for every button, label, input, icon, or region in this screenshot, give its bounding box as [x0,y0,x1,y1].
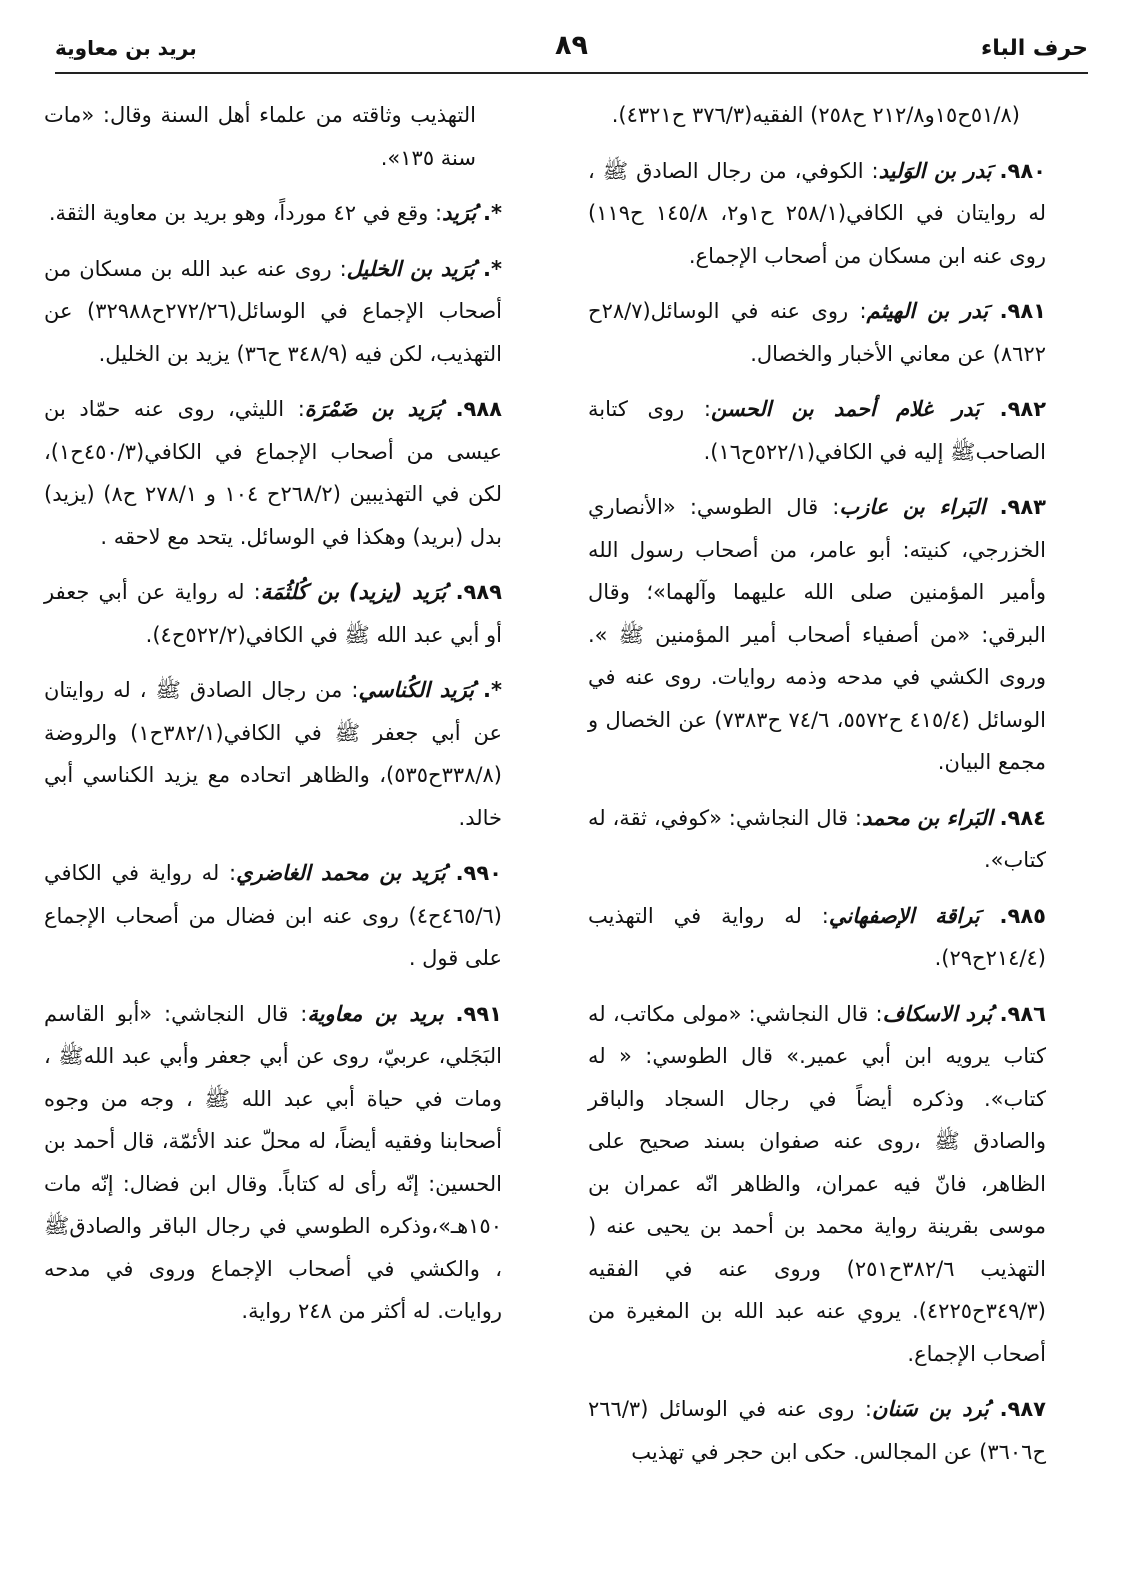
entry-name: بُرَيد بن ضَمْرَة [304,397,442,421]
entry [44,993,502,1333]
entry-body: : الليثي، روى عنه حمّاد بن عيسى من أصحاب الإجماع في الكافي(٤٥٠/٣ح١)، لكن في التهذيبين (٢٦٨/٢ح ١٠٤ و ٢٧٨/١ ح٨) (يزيد) بدل (بريد) وهكذا في الوسائل. يتحد مع لاحقه . [44,397,502,549]
entry-name: بُرَيد بن محمد الغاضري [236,861,446,885]
entry [44,669,502,839]
header-rule [55,72,1088,74]
page-header [55,30,1088,70]
entry-number: ٩٨٩. [455,580,502,604]
entry [588,290,1046,375]
entry-body: : روى كتابة الصاحبﷺ إليه في الكافي(٥٢٢/١ح١٦). [588,397,1046,464]
entry-number: ٩٨٢. [999,397,1047,421]
entry-body: : روى عنه عبد الله بن مسكان من أصحاب الإجماع في الوسائل(٢٧٢/٢٦ح٣٢٩٨٨) عن التهذيب، لكن فيه (٣٤٨/٩ ح٣٦) يزيد بن الخليل. [44,256,502,366]
entry-name: بَدر بن الهيثم [866,299,989,323]
entry-body: : له رواية في الكافي (٤٦٥/٦ح٤) روى عنه ابن فضال من أصحاب الإجماع على قول . [44,861,502,970]
entry-name: بُرَيد بن الخليل [346,256,476,281]
entry [44,192,502,235]
entry [44,94,476,179]
entry-name: بريد بن معاوية [307,1001,444,1026]
left-column [44,94,502,1346]
entry [44,852,502,980]
page-number: ٨٩ [555,30,588,61]
entry-number: *. [483,678,502,702]
entry-name: بُرَيد (يزيد) بن كُلثُمَة [260,580,447,604]
entry [44,248,502,376]
entry [588,150,1046,278]
entry-number: ٩٨٠. [999,158,1046,183]
entry-body: : له رواية عن أبي جعفر أو أبي عبد الله ﷺ في الكافي(٥٢٢/٢ح٤). [44,580,502,647]
entry-number: *. [483,256,502,281]
entry [44,571,502,656]
entry [588,388,1046,473]
right-column [588,94,1046,1486]
entry-body: : الكوفي، من رجال الصادق ﷺ ، له روايتان في الكافي(٢٥٨/١ ح١و٢، ١٤٥/٨ ح١١٩) روى عنه ابن مسكان من أصحاب الإجماع. [588,158,1047,268]
entry [588,94,1020,137]
entry-number: ٩٨٤. [999,805,1046,830]
entry-body: : وقع في ٤٢ مورداً، وهو بريد بن معاوية الثقة. [48,201,443,225]
entry-name: بُرد الاسكاف [882,1001,993,1026]
entry-number: ٩٩١. [455,1001,502,1026]
entry-body: (٥١/٨ح١٥و٢١٢/٨ ح٢٥٨) الفقيه(٣٧٦/٣ ح٤٣٢١). [611,103,1020,127]
entry-body: : قال النجاشي: «أبو القاسم البَجَلي، عربيّ، روى عن أبي جعفر وأبي عبد اللهﷺ ، ومات في حياة أبي عبد الله ﷺ ، وجه من وجوه أصحابنا وفقيه أيضاً، له محلّ عند الأئمّة، قال أحمد بن الحسين: إنّه رأى له كتاباً. وقال ابن فضال: إنّه مات ١٥٠هـ»،وذكره الطوسي في رجال الباقر والصادقﷺ ، والكشي في أصحاب الإجماع وروى في مدحه روايات. له أكثر من ٢٤٨ رواية. [44,1001,502,1323]
section-title: حرف الباء [980,36,1088,61]
entry-body: : له رواية في التهذيب (٢١٤/٤ح٢٩). [588,903,1046,970]
entry-name: البَراء بن عازب [839,495,986,519]
entry [44,388,502,558]
entry-number: ٩٨٣. [999,495,1046,519]
entry-name: بَراقة الإصفهاني [828,903,980,928]
entry [588,1388,1046,1473]
entry-body: : روى عنه في الوسائل(٢٨/٧ح ٨٦٢٢) عن معاني الأخبار والخصال. [588,299,1046,366]
entry-number: *. [483,201,502,225]
entry-body: : قال النجاشي: «كوفي، ثقة، له كتاب». [588,805,1046,872]
entry-body: : روى عنه في الوسائل (٢٦٦/٣ ح٣٦٠٦) عن المجالس. حكى ابن حجر في تهذيب [588,1397,1046,1464]
entry-number: ٩٨٨. [455,397,502,421]
entry-body: : قال الطوسي: «الأنصاري الخزرجي، كنيته: أبو عامر، من أصحاب رسول الله وأمير المؤمنين صلى الله عليهما وآلهما»؛ وقال البرقي: «من أصفياء أصحاب أمير المؤمنين ﷺ ». وروى الكشي في مدحه وذمه روايات. روى عنه في الوسائل (٤١٥/٤ ح٥٥٧٢، ٧٤/٦ ح٧٣٨٣) عن الخصال و مجمع البيان. [588,495,1047,774]
entry [588,993,1046,1376]
entry [588,797,1046,882]
entry-number: ٩٨١. [999,299,1046,323]
entry-name: البَراء بن محمد [862,805,993,830]
entry-name: بُرَيد [442,201,477,225]
entry-body: : قال النجاشي: «مولى مكاتب، له كتاب يرويه ابن أبي عمير.» قال الطوسي: « له كتاب». وذكره أيضاً في رجال السجاد والباقر والصادق ﷺ ،روى عنه صفوان بسند صحيح على الظاهر، فانّ فيه عمران، والظاهر انّه عمران بن موسى بقرينة رواية محمد بن أحمد بن يحيى عنه ( التهذيب ٣٨٢/٦ح٢٥١) وروى عنه في الفقيه (٣٤٩/٣ح٤٢٢٥). يروي عنه عبد الله بن المغيرة من أصحاب الإجماع. [588,1001,1046,1366]
entry [588,895,1046,980]
entry-number: ٩٨٧. [999,1397,1046,1421]
running-title: بريد بن معاوية [55,36,197,60]
entry-number: ٩٨٥. [999,903,1046,928]
entry-number: ٩٩٠. [455,861,502,885]
entry-name: بُرَيد الكُناسي [358,678,475,702]
entry [588,486,1046,784]
entry-body: : من رجال الصادق ﷺ ، له روايتان عن أبي جعفر ﷺ في الكافي(٣٨٢/١ح١) والروضة (٣٣٨/٨ح٥٣٥)، والظاهر اتحاده مع يزيد الكناسي أبي خالد. [44,678,503,830]
entry-number: ٩٨٦. [999,1001,1046,1026]
entry-name: بُرد بن سَنان [871,1397,989,1421]
entry-name: بَدر بن الوَليد [878,158,992,183]
entry-name: بَدر غلام أحمد بن الحسن [710,397,980,421]
entry-body: التهذيب وثاقته من علماء أهل السنة وقال: «مات سنة ١٣٥». [44,103,476,170]
